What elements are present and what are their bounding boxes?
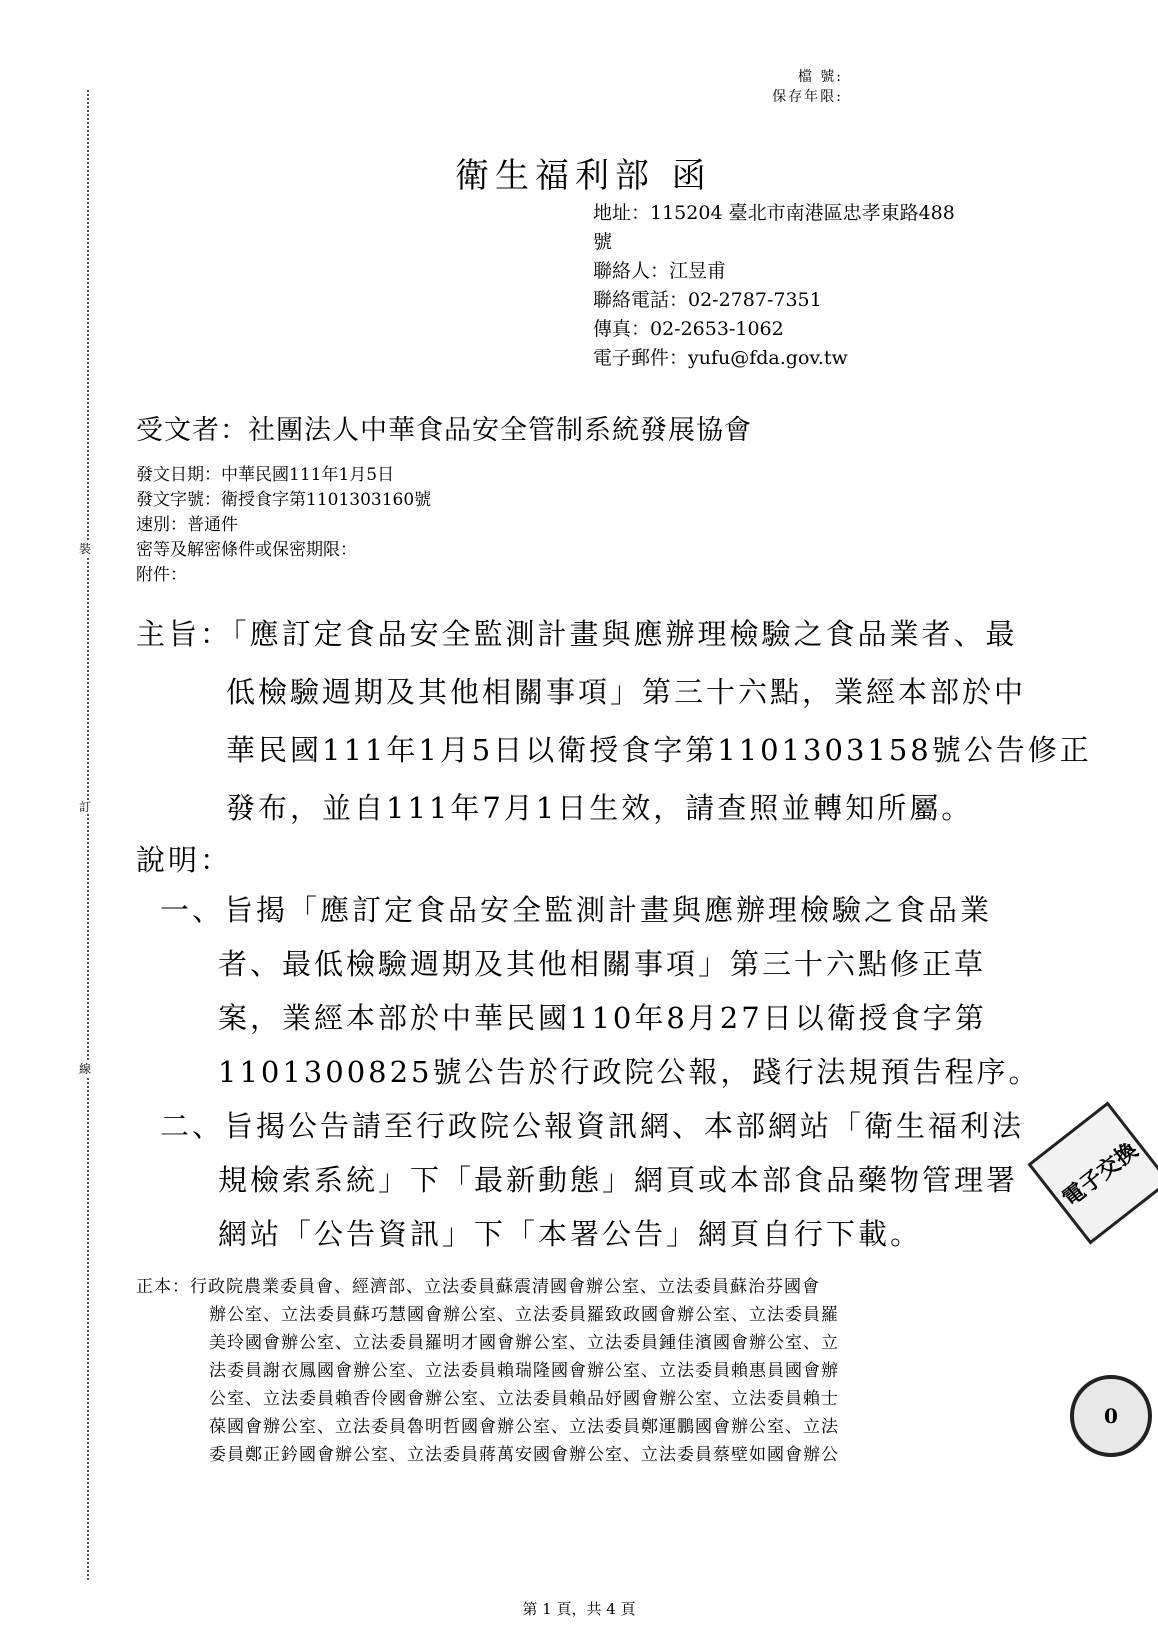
explanation-line: 一、旨揭「應訂定食品安全監測計畫與應辦理檢驗之食品業 [160,893,993,927]
cc-line: 辦公室、立法委員蘇巧慧國會辦公室、立法委員羅致政國會辦公室、立法委員羅 [209,1305,839,1325]
document-title: 衛生福利部 函 [455,156,712,196]
page-number: 第 1 頁，共 4 頁 [522,1600,636,1618]
secrecy-level: 密等及解密條件或保密期限： [136,540,357,560]
sender-contact: 聯絡人：江昱甫 [593,260,727,282]
explanation-line: 案，業經本部於中華民國110年8月27日以衛授食字第 [218,1001,987,1035]
sender-address-cont: 號 [593,231,613,253]
seal-text: 0 [1104,1404,1118,1428]
recipient: 受文者：社團法人中華食品安全管制系統發展協會 [136,415,752,446]
binding-mark: 線 [79,1062,92,1076]
round-seal [1070,1375,1152,1457]
cc-line: 葆國會辦公室、立法委員魯明哲國會辦公室、立法委員鄭運鵬國會辦公室、立法 [209,1417,839,1437]
electronic-exchange-seal [1027,1101,1158,1244]
sender-email: 電子郵件：yufu@fda.gov.tw [593,347,848,369]
subject-line: 發布，並自111年7月1日生效，請查照並轉知所屬。 [226,791,974,825]
cc-line: 正本：行政院農業委員會、經濟部、立法委員蘇震清國會辦公室、立法委員蘇治芬國會 [136,1277,820,1297]
subject-line: 華民國111年1月5日以衛授食字第1101303158號公告修正 [226,733,1092,767]
cc-line: 公室、立法委員賴香伶國會辦公室、立法委員賴品妤國會辦公室、立法委員賴士 [209,1389,839,1409]
reference-number: 發文字號：衛授食字第1101303160號 [136,490,432,510]
cc-line: 法委員謝衣鳳國會辦公室、立法委員賴瑞隆國會辦公室、立法委員賴惠員國會辦 [209,1361,839,1381]
delivery-speed: 速別：普通件 [136,515,238,535]
explanation-line: 1101300825號公告於行政院公報，踐行法規預告程序。 [218,1055,1041,1089]
binding-dotted-line [87,90,89,1580]
cc-line: 委員鄭正鈐國會辦公室、立法委員蔣萬安國會辦公室、立法委員蔡壁如國會辦公 [209,1445,839,1465]
subject-line: 低檢驗週期及其他相關事項」第三十六點，業經本部於中 [226,675,1027,709]
sender-address: 地址：115204 臺北市南港區忠孝東路488 [593,202,955,224]
explanation-heading: 說明： [136,843,233,877]
explanation-line: 規檢索系統」下「最新動態」網頁或本部食品藥物管理署 [218,1163,1019,1197]
seal-text: 電子交換 [1057,1136,1143,1212]
sender-fax: 傳真：02-2653-1062 [593,318,784,340]
sender-phone: 聯絡電話：02-2787-7351 [593,289,822,311]
retention-period-label: 保存年限: [772,89,843,105]
explanation-line: 二、旨揭公告請至行政院公報資訊網、本部網站「衛生福利法 [160,1109,1025,1143]
cc-line: 美玲國會辦公室、立法委員羅明才國會辦公室、立法委員鍾佳濱國會辦公室、立 [209,1333,839,1353]
explanation-line: 網站「公告資訊」下「本署公告」網頁自行下載。 [218,1217,923,1251]
attachments: 附件： [136,565,187,585]
binding-mark: 裝 [79,542,92,556]
issue-date: 發文日期：中華民國111年1月5日 [136,465,395,485]
binding-mark: 訂 [79,800,92,814]
file-number-label: 檔 號: [797,69,843,85]
explanation-line: 者、最低檢驗週期及其他相關事項」第三十六點修正草 [218,947,987,981]
subject-line: 主旨：「應訂定食品安全監測計畫與應辦理檢驗之食品業者、最 [136,617,1018,651]
